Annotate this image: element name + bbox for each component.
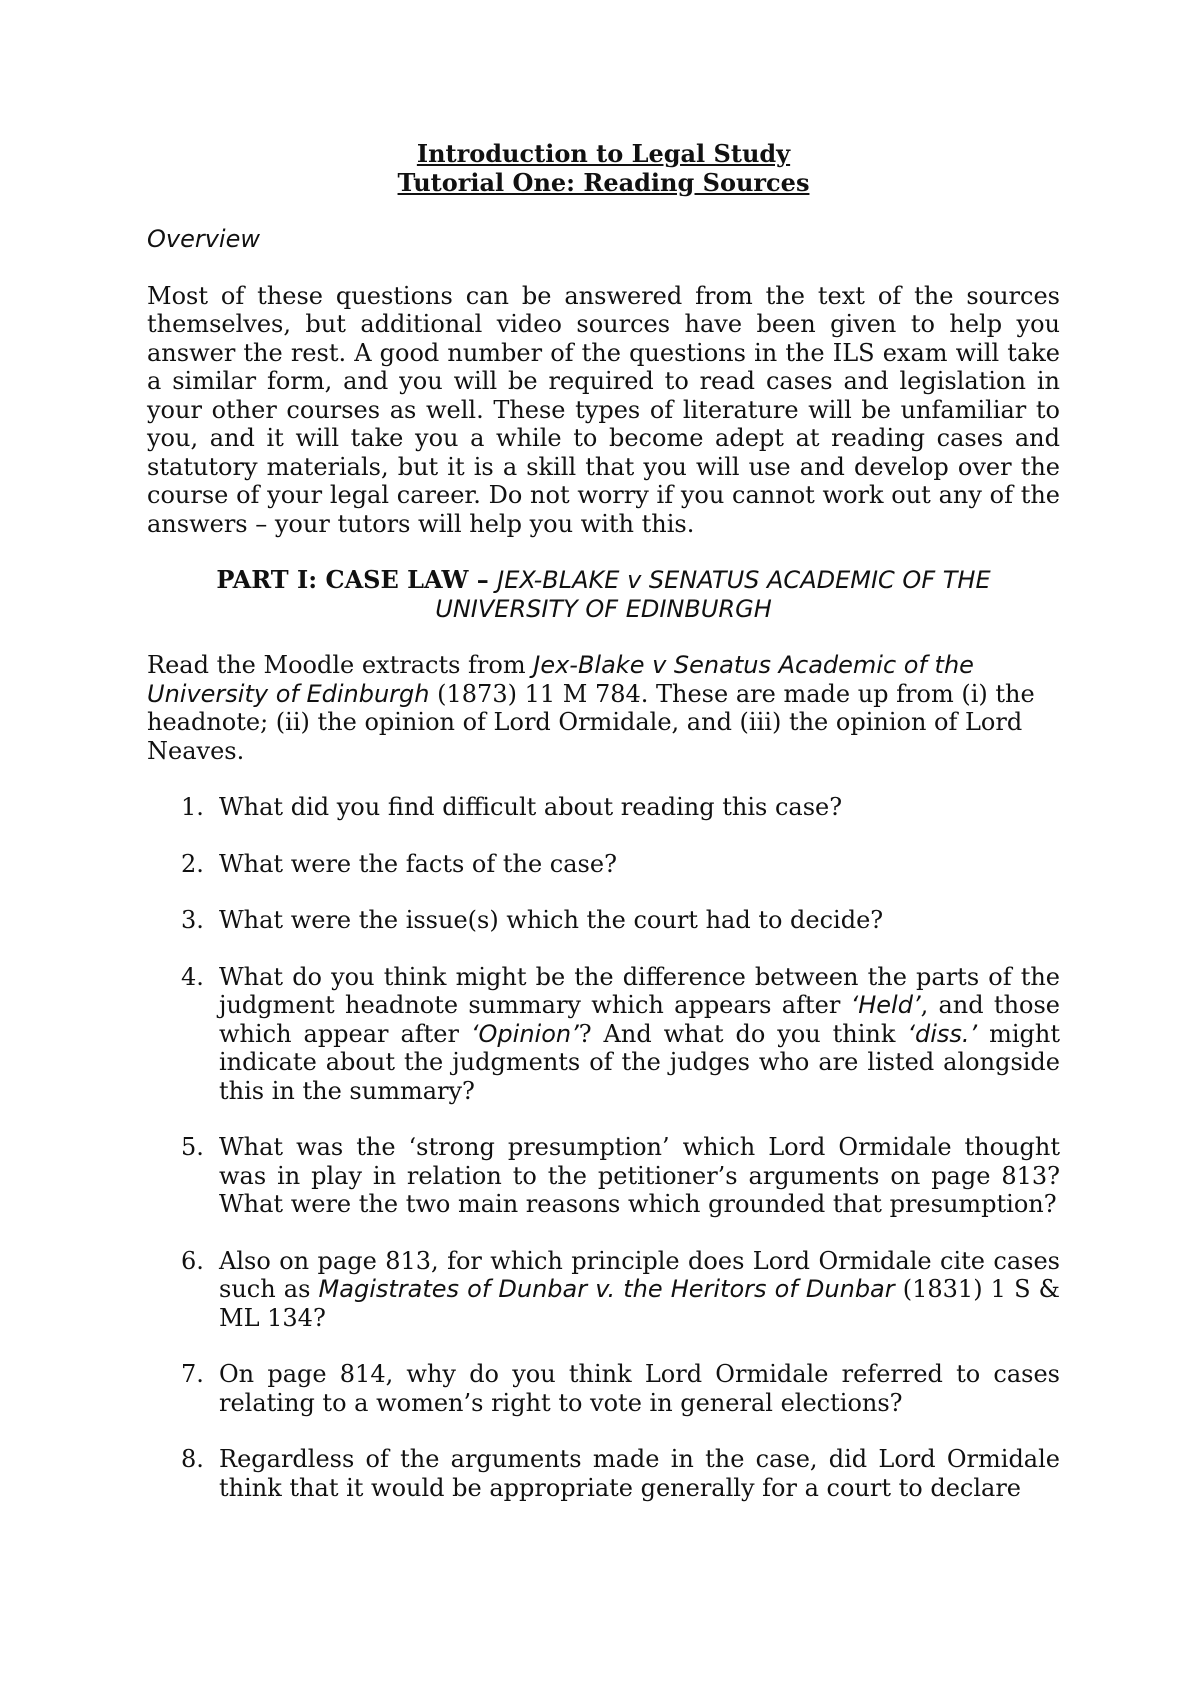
reading-intro: Read the Moodle extracts from	[147, 651, 526, 679]
intro-paragraph: Most of these questions can be answered from the text of the sources themselves, but additional video sources have been given to help you answer the rest. A good number of the questions in the ILS exam will take a similar form, and you will be required to read cases and legislation in your other courses as well. These types of literature will be unfamiliar to you, and it will take you a while to become adept at reading cases and statutory materials, but it is a skill that you will use and develop over the course of your legal career. Do not worry if you cannot work out any of the answers – your tutors will help you with this.	[147, 281, 1060, 538]
reading-rest: (1873) 11 M 784. These are made up from (i) the headnote; (ii) the opinion of Lord Ormidale, and (iii) the opinion of Lord Neaves.	[147, 679, 1035, 765]
question-list	[147, 793, 1060, 1502]
question-item	[147, 1445, 1060, 1502]
document-page	[147, 140, 1060, 1530]
question-item	[147, 850, 1060, 879]
question-number: 4.	[181, 962, 204, 991]
part-heading	[147, 566, 1060, 623]
question-number: 3.	[181, 906, 204, 934]
reading-case-name: Jex-Blake v Senatus Academic of the University of Edinburgh	[147, 651, 974, 708]
question-item	[147, 1360, 1060, 1417]
question-text: Regardless of the arguments made in the case, did Lord Ormidale think that it would be appropriate generally for a court to declare	[219, 1445, 1060, 1502]
reading-instructions	[147, 651, 1060, 765]
question-term-opinion: ‘Opinion’	[470, 1019, 579, 1048]
question-text: What were the facts of the case?	[219, 849, 617, 878]
question-text-part: ? And what do you think	[578, 1019, 908, 1048]
question-text-part: might indicate about the judgments of the judges who are listed alongside this in the summary?	[219, 1019, 1060, 1105]
part-heading-case: JEX-BLAKE v SENATUS ACADEMIC OF THE UNIVERSITY OF EDINBURGH	[435, 566, 991, 623]
question-number: 6.	[181, 1246, 204, 1275]
part-heading-prefix: PART I: CASE LAW –	[216, 565, 489, 594]
question-text-part: (1831) 1 S & ML 134?	[219, 1275, 1060, 1332]
question-case-name: Magistrates of Dunbar v. the Heritors of Dunbar	[318, 1275, 895, 1303]
question-text-part: Also on page 813, for which principle does Lord Ormidale cite cases such as	[219, 1246, 1060, 1303]
overview-heading: Overview	[147, 225, 260, 253]
question-number: 8.	[181, 1445, 204, 1473]
document-subtitle: Tutorial One: Reading Sources	[397, 167, 810, 197]
question-text-part: What do you think might be the difference between the parts of the judgment headnote summary which appears after	[219, 962, 1060, 1019]
question-term-held: ‘Held’	[850, 991, 921, 1019]
document-titles	[147, 140, 1060, 197]
question-item	[147, 793, 1060, 822]
question-number: 2.	[181, 849, 204, 878]
question-number: 1.	[181, 793, 204, 821]
question-number: 5.	[181, 1133, 204, 1161]
question-text: What was the ‘strong presumption’ which Lord Ormidale thought was in play in relation to the petitioner’s arguments on page 813? What were the two main reasons which grounded that presumption?	[219, 1133, 1060, 1218]
question-text-part: , and those which appear after	[219, 991, 1060, 1048]
document-title: Introduction to Legal Study	[416, 139, 791, 168]
question-text: What did you find difficult about reading this case?	[219, 793, 843, 821]
question-item	[147, 906, 1060, 935]
question-number: 7.	[181, 1360, 204, 1388]
question-text: On page 814, why do you think Lord Ormidale referred to cases relating to a women’s right to vote in general elections?	[219, 1360, 1060, 1417]
question-text: What were the issue(s) which the court had to decide?	[219, 906, 884, 934]
question-item	[147, 1247, 1060, 1333]
question-item	[147, 1133, 1060, 1219]
question-term-diss: ‘diss.’	[907, 1019, 978, 1048]
question-item	[147, 963, 1060, 1106]
